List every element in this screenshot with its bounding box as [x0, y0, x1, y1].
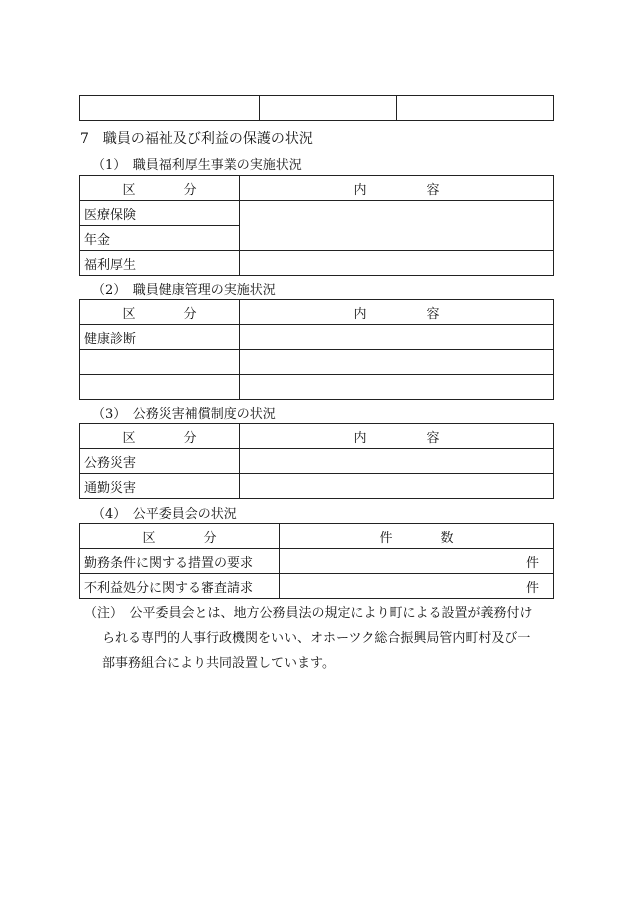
header-kubun: 区 分 — [80, 176, 240, 201]
table-row — [80, 201, 554, 226]
header-kubun: 区 分 — [80, 300, 240, 325]
row-label: 医療保険 — [80, 201, 240, 226]
content-cell — [240, 375, 554, 400]
table-row — [80, 574, 554, 599]
table-row — [80, 449, 554, 474]
health-table — [79, 299, 554, 400]
header-kensu: 件 数 — [280, 524, 554, 549]
sub4-title: （4） 公平委員会の状況 — [92, 507, 237, 522]
note-line: られる専門的人事行政機関をいい、オホーツク総合振興局管内町村及び一 — [102, 631, 531, 646]
note — [84, 601, 554, 676]
row-label: 不利益処分に関する審査請求 — [80, 574, 280, 599]
welfare-table — [79, 175, 554, 276]
row-label: 健康診断 — [80, 325, 240, 350]
content-cell — [240, 350, 554, 375]
table-header-row — [80, 524, 554, 549]
note-line: 部事務組合により共同設置しています。 — [102, 656, 335, 671]
row-label: 年金 — [80, 226, 240, 251]
row-label — [80, 375, 240, 400]
table-header-row — [80, 300, 554, 325]
count-unit: 件 — [280, 549, 554, 574]
content-cell — [240, 474, 554, 499]
content-cell — [240, 325, 554, 350]
row-label: 福利厚生 — [80, 251, 240, 276]
table-row — [80, 350, 554, 375]
table-row — [80, 549, 554, 574]
continued-table — [79, 95, 554, 121]
table-row — [80, 474, 554, 499]
section-title: 7 職員の福祉及び利益の保護の状況 — [80, 131, 313, 147]
sub3-title: （3） 公務災害補償制度の状況 — [92, 407, 276, 422]
header-kubun: 区 分 — [80, 424, 240, 449]
row-label: 通勤災害 — [80, 474, 240, 499]
accident-table — [79, 423, 554, 499]
header-kubun: 区 分 — [80, 524, 280, 549]
table-row — [80, 325, 554, 350]
count-unit: 件 — [280, 574, 554, 599]
table-header-row — [80, 424, 554, 449]
fairness-committee-table — [79, 523, 554, 599]
continued-cell — [80, 96, 260, 121]
sub1-title: （1） 職員福利厚生事業の実施状況 — [92, 158, 302, 173]
header-naiyo: 内 容 — [240, 300, 554, 325]
header-naiyo: 内 容 — [240, 424, 554, 449]
row-label — [80, 350, 240, 375]
table-row — [80, 251, 554, 276]
row-label: 公務災害 — [80, 449, 240, 474]
table-row — [80, 375, 554, 400]
table-header-row — [80, 176, 554, 201]
continued-cell — [397, 96, 554, 121]
content-cell — [240, 201, 554, 251]
content-cell — [240, 251, 554, 276]
row-label: 勤務条件に関する措置の要求 — [80, 549, 280, 574]
sub2-title: （2） 職員健康管理の実施状況 — [92, 283, 276, 298]
continued-cell — [260, 96, 397, 121]
content-cell — [240, 449, 554, 474]
header-naiyo: 内 容 — [240, 176, 554, 201]
note-line: （注） 公平委員会とは、地方公務員法の規定により町による設置が義務付け — [84, 606, 533, 621]
